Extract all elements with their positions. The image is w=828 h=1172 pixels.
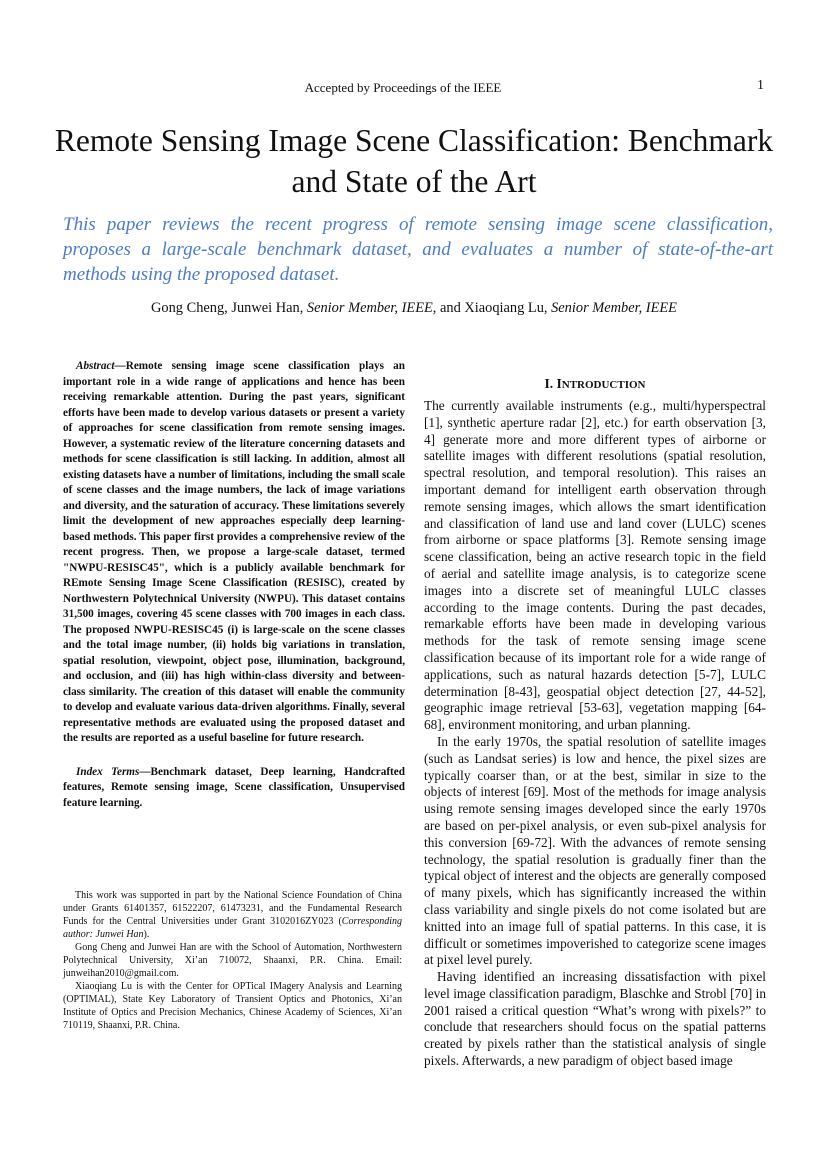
footnote-affiliation-2: Xiaoqiang Lu is with the Center for OPTical IMagery Analysis and Learning (OPTIMAL), State Key Laboratory of Transient Optics and Photonics, Xi’an Institute of Optics and Precision Mechanics, Chinese Academy of Sciences, Xi’an 710119, Shaanxi, P.R. China. [63,981,402,1031]
paper-title: Remote Sensing Image Scene Classification: Benchmark and State of the Art [54,123,774,199]
footnote-funding-end: ). [143,929,150,940]
index-terms [63,765,405,812]
footnote-corresponding-author: Corresponding author: Junwei Han [63,916,402,940]
abstract-text: —Remote sensing image scene classification plays an important role in a wide range of applications and hence has been receiving remarkable attention. During the past years, significant efforts have been made to develop various datasets or present a variety of approaches for scene classification from remote sensing images. However, a systematic review of the literature concerning datasets and methods for scene classification is still lacking. In addition, almost all existing datasets have a number of limitations, including the small scale of scene classes and the image numbers, the lack of image variations and diversity, and the saturation of accuracy. These limitations severely limit the development of new approaches especially deep learning-based methods. This paper first provides a comprehensive review of the recent progress. Then, we propose a large-scale dataset, termed "NWPU-RESISC45", which is a publicly available benchmark for REmote Sensing Image Scene Classification (RESISC), created by Northwestern Polytechnical University (NWPU). This dataset contains 31,500 images, covering 45 scene classes with 700 images in each class. The proposed NWPU-RESISC45 (i) is large-scale on the scene classes and the total image number, (ii) holds big variations in translation, spatial resolution, viewpoint, object pose, illumination, background, and occlusion, and (iii) has high within-class diversity and between-class similarity. The creation of this dataset will enable the community to develop and evaluate various data-driven algorithms. Finally, several representative methods are evaluated using the proposed dataset and the results are reported as a useful baseline for future research. [63,360,405,744]
paper-tagline: This paper reviews the recent progress of remote sensing image scene classification, proposes a large-scale benchmark dataset, and evaluates a number of state-of-the-art methods using the proposed dataset. [63,214,773,285]
intro-paragraph-1: The currently available instruments (e.g., multi/hyperspectral [1], synthetic aperture radar [2], etc.) for earth observation [3, 4] generate more and more different types of airborne or satellite images with different resolutions (spatial resolution, spectral resolution, and temporal resolution). This raises an important demand for intelligent earth observation through remote sensing images, which allows the smart identification and classification of land use and land cover (LULC) scenes from airborne or space platforms [3]. Remote sensing image scene classification, being an active research topic in the field of aerial and satellite image analysis, is to categorize scene images into a discrete set of meaningful LULC classes according to the image contents. During the past decades, remarkable efforts have been made in developing various methods for the task of remote sensing image scene classification because of its important role for a wide range of applications, such as natural hazards detection [5-7], LULC determination [8-43], geospatial object detection [27, 44-52], geographic image retrieval [53-63], vegetation mapping [64-68], environment monitoring, and urban planning. [424,398,766,733]
author-role-1: Senior Member, IEEE [306,300,433,316]
right-column [424,376,766,1070]
footnote-funding-text: This work was supported in part by the National Science Foundation of China under Grants 61401357, 61522207, 61473231, and the Fundamental Research Funds for the Central Universities under Grant 3102016ZY023 ( [63,890,402,927]
author-names-2: , and Xiaoqiang Lu, [432,300,552,316]
author-line [0,300,828,317]
abstract [63,359,405,747]
footnote-funding [63,889,402,941]
section-heading-number: I. I [544,376,562,391]
left-column [63,359,405,811]
footnote-affiliation-1: Gong Cheng and Junwei Han are with the School of Automation, Northwestern Polytechnical University, Xi’an 710072, Shaanxi, P.R. China. Email: junweihan2010@gmail.com. [63,942,402,979]
index-terms-text: —Benchmark dataset, Deep learning, Handcrafted features, Remote sensing image, Scene classification, Unsupervised feature learning. [63,765,405,809]
page-number: 1 [757,78,764,93]
section-heading-rest: NTRODUCTION [561,379,646,391]
author-role-2: Senior Member, IEEE [551,300,677,316]
section-heading-introduction [424,376,766,392]
running-head: Accepted by Proceedings of the IEEE [304,80,502,95]
author-names-1: Gong Cheng, Junwei Han, [151,300,307,316]
intro-paragraph-3: Having identified an increasing dissatisfaction with pixel level image classification paradigm, Blaschke and Strobl [70] in 2001 raised a critical question “What’s wrong with pixels?” to conclude that researchers should focus on the spatial patterns created by pixels rather than the statistical analysis of single pixels. Afterwards, a new paradigm of object based image [424,969,766,1069]
intro-paragraph-2: In the early 1970s, the spatial resolution of satellite images (such as Landsat series) is low and hence, the pixel sizes are typically coarser than, or at the best, similar in size to the objects of interest [69]. Most of the methods for image analysis using remote sensing images developed since the early 1970s are based on per-pixel analysis, or even sub-pixel analysis for this conversion [69-72]. With the advances of remote sensing technology, the spatial resolution is gradually finer than the typical object of interest and the objects are generally composed of many pixels, which has significantly increased the within class variability and single pixels do not come isolated but are knitted into an image full of spatial patterns. In this case, it is difficult or sometimes impoverished to categorize scene images at pixel level purely. [424,733,766,968]
abstract-lead: Abstract [76,360,115,372]
index-terms-lead: Index Terms [76,765,140,778]
footnotes [63,889,402,1032]
